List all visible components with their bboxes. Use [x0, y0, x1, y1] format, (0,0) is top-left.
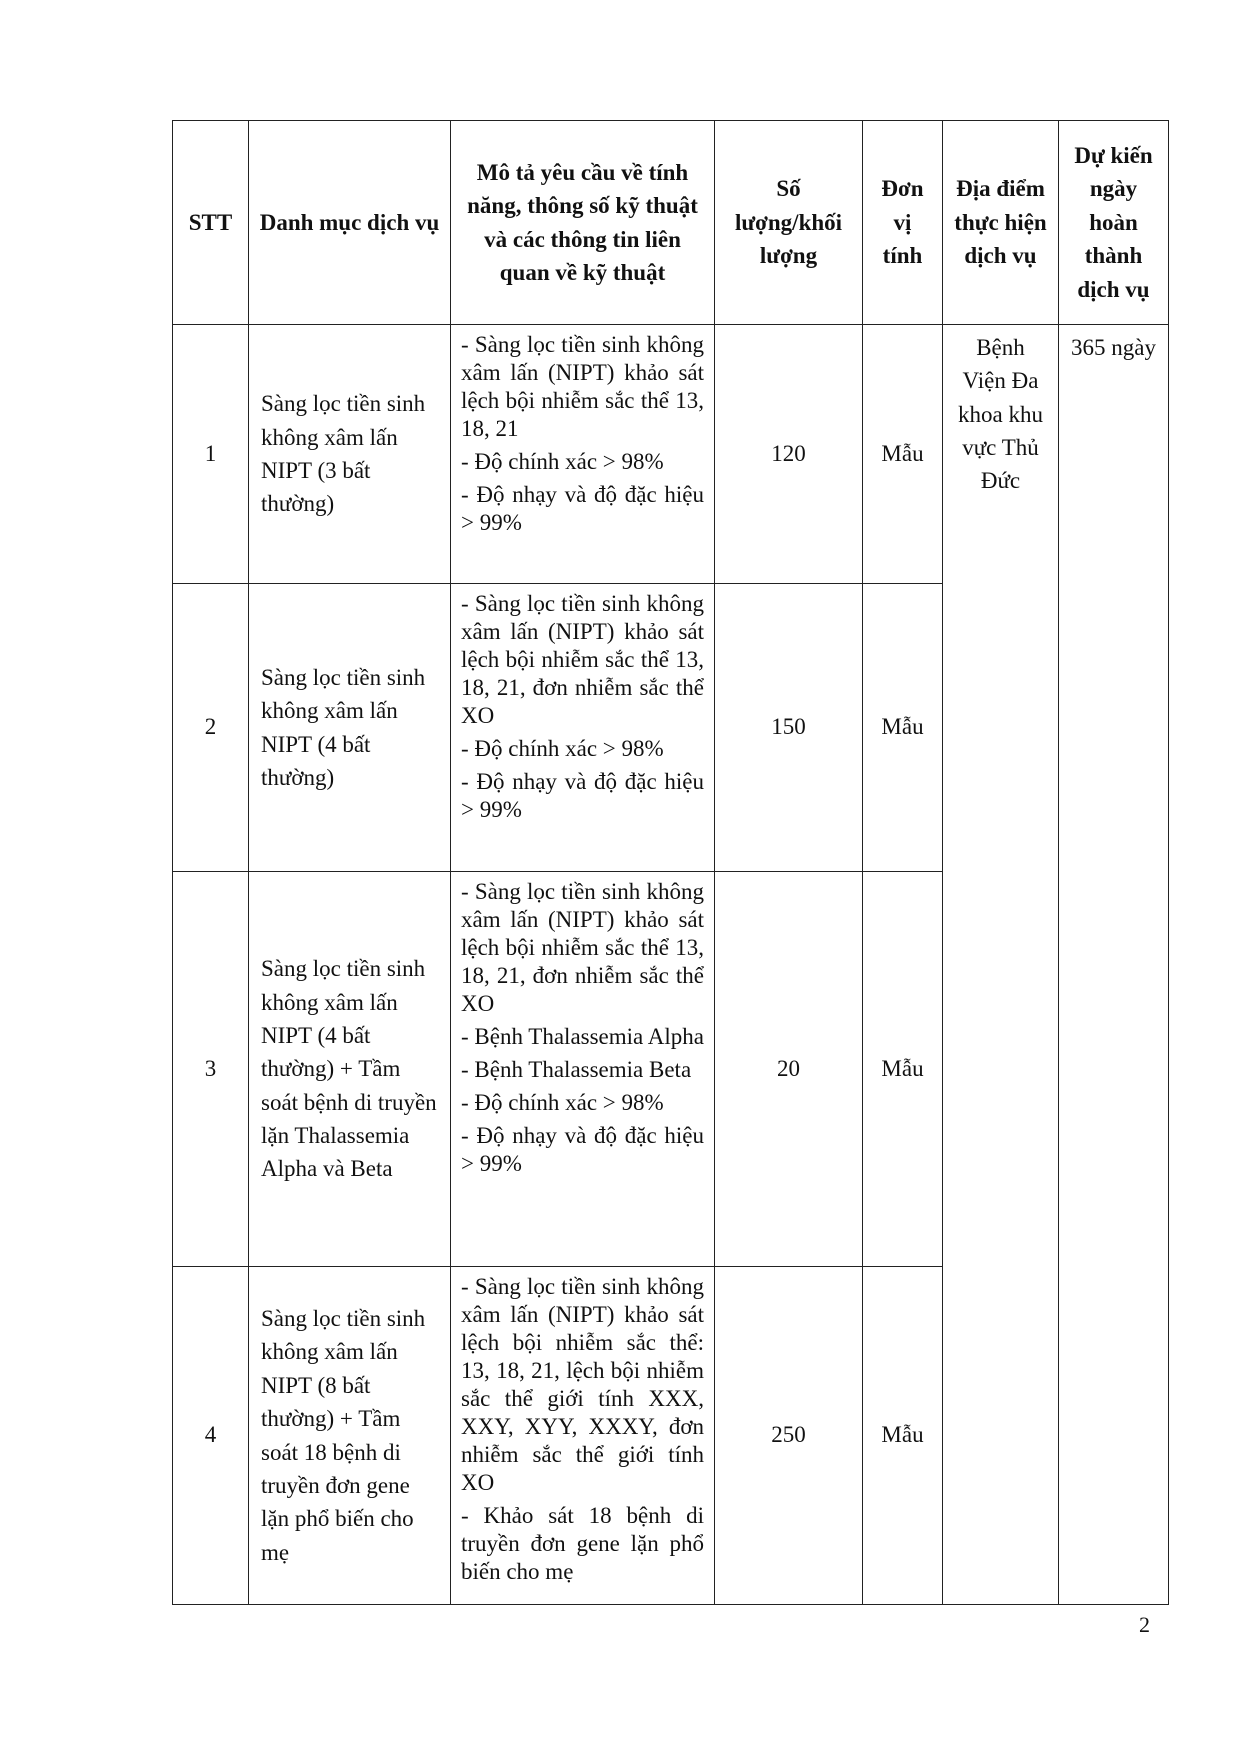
row-service: Sàng lọc tiền sinh không xâm lấn NIPT (4 bất thường)	[249, 584, 451, 872]
header-quantity: Số lượng/khối lượng	[715, 121, 863, 325]
description-line: - Độ nhạy và độ đặc hiệu > 99%	[461, 769, 704, 823]
row-service: Sàng lọc tiền sinh không xâm lấn NIPT (3 bất thường)	[249, 325, 451, 584]
row-description	[451, 325, 715, 584]
row-stt: 3	[173, 872, 249, 1267]
page-number: 2	[1139, 1612, 1150, 1637]
description-line: - Sàng lọc tiền sinh không xâm lấn (NIPT) khảo sát lệch bội nhiễm sắc thể 13, 18, 21	[461, 332, 704, 442]
header-row	[173, 121, 1169, 325]
table-row	[173, 325, 1169, 584]
description-line: - Độ nhạy và độ đặc hiệu > 99%	[461, 1123, 704, 1177]
description-line: - Sàng lọc tiền sinh không xâm lấn (NIPT) khảo sát lệch bội nhiễm sắc thể 13, 18, 21, đơn nhiễm sắc thể XO	[461, 591, 704, 729]
row-quantity: 150	[715, 584, 863, 872]
description-line: - Độ chính xác > 98%	[461, 1090, 664, 1116]
row-service: Sàng lọc tiền sinh không xâm lấn NIPT (4 bất thường) + Tầm soát bệnh di truyền lặn Thalassemia Alpha và Beta	[249, 872, 451, 1267]
service-table	[172, 120, 1169, 1605]
row-description	[451, 872, 715, 1267]
row-unit: Mẫu	[863, 872, 943, 1267]
description-line: - Độ chính xác > 98%	[461, 736, 664, 762]
row-unit: Mẫu	[863, 584, 943, 872]
row-quantity: 20	[715, 872, 863, 1267]
description-line: - Độ chính xác > 98%	[461, 449, 664, 475]
description-line: - Độ nhạy và độ đặc hiệu > 99%	[461, 482, 704, 536]
description-line: - Khảo sát 18 bệnh di truyền đơn gene lặn phổ biến cho mẹ	[461, 1503, 704, 1585]
header-description: Mô tả yêu cầu về tính năng, thông số kỹ thuật và các thông tin liên quan về kỹ thuật	[451, 121, 715, 325]
row-description	[451, 584, 715, 872]
header-completion: Dự kiến ngày hoàn thành dịch vụ	[1059, 121, 1169, 325]
row-stt: 2	[173, 584, 249, 872]
description-line: - Sàng lọc tiền sinh không xâm lấn (NIPT) khảo sát lệch bội nhiễm sắc thể: 13, 18, 21, lệch bội nhiễm sắc thể giới tính XXX, XXY, XYY, XXXY, đơn nhiễm sắc thể giới tính XO	[461, 1274, 704, 1496]
header-unit: Đơn vị tính	[863, 121, 943, 325]
row-stt: 4	[173, 1267, 249, 1605]
description-line: - Sàng lọc tiền sinh không xâm lấn (NIPT) khảo sát lệch bội nhiễm sắc thể 13, 18, 21, đơn nhiễm sắc thể XO	[461, 879, 704, 1017]
location-cell: Bệnh Viện Đa khoa khu vực Thủ Đức	[943, 325, 1059, 1605]
row-unit: Mẫu	[863, 325, 943, 584]
description-line: - Bệnh Thalassemia Beta	[461, 1057, 692, 1083]
header-location: Địa điểm thực hiện dịch vụ	[943, 121, 1059, 325]
row-description	[451, 1267, 715, 1605]
row-unit: Mẫu	[863, 1267, 943, 1605]
row-quantity: 250	[715, 1267, 863, 1605]
header-stt: STT	[173, 121, 249, 325]
row-quantity: 120	[715, 325, 863, 584]
description-line: - Bệnh Thalassemia Alpha	[461, 1024, 704, 1050]
header-service: Danh mục dịch vụ	[249, 121, 451, 325]
row-service: Sàng lọc tiền sinh không xâm lấn NIPT (8 bất thường) + Tầm soát 18 bệnh di truyền đơn gene lặn phổ biến cho mẹ	[249, 1267, 451, 1605]
completion-cell: 365 ngày	[1059, 325, 1169, 1605]
row-stt: 1	[173, 325, 249, 584]
